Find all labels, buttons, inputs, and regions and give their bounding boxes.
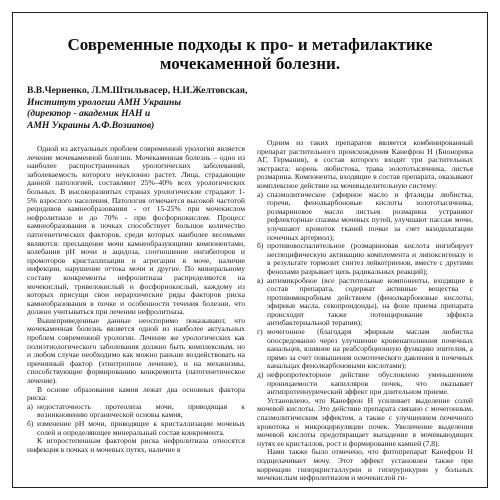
list-marker: б) — [257, 241, 264, 251]
list-item — [257, 191, 473, 243]
list-marker: в) — [257, 275, 264, 285]
list-item-text: спазмолитическое (эфирное масло и фталиды любистка, горечи, фенолкарбоновые кислоты золототысячника, розмариновое масло листьев розмарина устраняют рефлекторные спазмы мочевых путей, улучшают пассаж мочи, улучшают кровоток тканей почки за счет вазодилатации почечных артериол); — [267, 189, 473, 242]
list-item-text: антимикробное (все растительные компоненты, входящие в состав препарата, содержат активные вещества с противомикробным действием (фенолкарбоновые кислоты, эфирные масла, секопроидоиды), на фоне приема препарата происходит также потенцирование эффекта антибактериальной терапии); — [267, 275, 473, 328]
list-marker: а) — [257, 189, 263, 199]
paragraph: Одним из таких препаратов является комбинированный препарат растительного происхождения Канефрон Н (Бионорика АГ, Германия), в состав которого входят три растительных экстракта: корень любистока, трава золототысячника, листья розмарина. Компоненты, входящие в состав препарата, оказывают комплексное действие на мочевыделительную систему: — [257, 138, 473, 190]
paragraph: Установлено, что Канефрон Н усиливает выделение солей мочевой кислоты. Это действие препарата связано с мочегонным, спазмолитическим эффектом, а также с улучшением почечного кровотока и микроциркуляции почек. Увеличение выделения мочевой кислоты предотвращает выпадение в мочевыводящих путях ее кристаллов, рост и формирование камней (7,8). — [257, 395, 473, 448]
article-page — [12, 12, 488, 488]
list-item-text: мочегонное (благодаря эфирным маслам любистка опосредованно через улучшение кровенаполнения почечных канальцев, влияние на реабсорбционную функцию эпителия, а прямо за счет повышения осмотического давления в почечных канальцах фенолкарбоновыми кислотами); — [267, 327, 473, 371]
list-item-text: изменение рН мочи, приводящее к кристаллизации мочевых солей и определяющее минеральный состав конкремента. — [37, 419, 245, 437]
paragraph: Одной из актуальных проблем современной урологии является лечение мочекаменной болезни. Мочекаменная болезнь – одно из наиболее распространенных урологических заболеваний, заболеваемость которого неуклонно растет. Лица, страдающие данной патологией, составляют 25%–40% всех урологических больных. В высокоразвитых странах урологические страдают 1-5% взрослого населения. Патология отмечается высокой частотой рецидивов камнеобразования - от 15-25% при мочекислом нефролитиазе и до 70% - при фосфорнокислом. Процесс камнеобразования в почках способствует большое количество патогенетических факторов, среди которых наиболее весомыми являются: пресыщение мочи камнеобразующими компонентами, колебания рН мочи и ацидоза, соотношение ингибиторов и промоторов кристаллизации и агрегации в моче, наличие инфекции, нарушение оттока мочи и другие. По минеральному составу конкременты нефролитиаза распределяются на мочекислый, тривелокислый и фосфорнокислый, каждому из которых присущи свои иерархические ряды факторов риска камнеобразования в почке и особенности течения болезни, что должно учитываться при лечении нефролитиаза. — [27, 144, 245, 317]
paragraph: В основе образования камня лежат два основных фактора риска: — [27, 384, 245, 403]
author-block — [27, 85, 273, 131]
authors-names: В.В.Черненко, Л.М.Штильвасер, Н.И.Желтовская, — [27, 85, 248, 96]
list-marker: д) — [257, 370, 264, 380]
article-title — [13, 35, 487, 73]
institute-academy: АМН Украины А.Ф.Возианов) — [27, 119, 155, 131]
left-column — [27, 145, 245, 454]
list-item — [27, 420, 245, 437]
list-item — [257, 277, 473, 329]
list-marker: г) — [257, 327, 263, 337]
list-item — [27, 403, 245, 420]
institute-name: Институт урологии АМН Украины — [27, 96, 182, 108]
list-marker: б) — [27, 419, 34, 428]
paragraph: К игоростепенным фактором риска нефролитиаза относятся инфекция в почках и мочевых путях, наличие в — [27, 436, 245, 454]
list-item — [257, 242, 473, 276]
list-item — [257, 328, 473, 371]
right-column — [257, 139, 473, 483]
paragraph: Вышеприведенные данные неоспоримо показывают, что мочекаменная болезнь является одной из наиболее актуальных проблем современной урологии. Лечение же урологических как полиэтиологического заболевания должно быть комплексным, но и любом случае необходимо как можно раньше воздействовать на причинный фактор (этиотропное лечение), и на механизмы, способствующие формированию конкремента (патогенетическое лечение). — [27, 315, 245, 386]
paragraph: Нами также было отмечено, что фитопрепарат Канефрон Н подщелачивает мочу. Этот эффект установлен также при коррекции гиперкристаллурии и гиперурикурии у больных мочекислым нефролитиазом и мочекислой ги- — [257, 447, 473, 483]
list-item-text: нефропротекторное действие обусловлено уменьшением проницаемости капилляров почек, что оказывает антипротеинурический эффект при длительном приеме. — [267, 370, 473, 397]
list-marker: а) — [27, 401, 33, 411]
list-item-text: недостаточность протеолиза мочи, приводящая к возникновению органической основы камня, — [37, 401, 245, 420]
list-item — [257, 371, 473, 397]
list-item-text: противовоспалительное (розмариновая кислота ингибирует неспецифическую активацию комплемента и липоксигеназу и в результате тормозит синтез лейкотриенов, вместе с другими фенолами разрывает цепь радикальных реакций); — [267, 241, 473, 276]
institute-director: (директор - академик НАН и — [27, 108, 151, 120]
title-line-1: Современные подходы к про- и метафилактике — [67, 35, 433, 54]
title-line-2: мочекаменной болезни. — [159, 54, 341, 73]
